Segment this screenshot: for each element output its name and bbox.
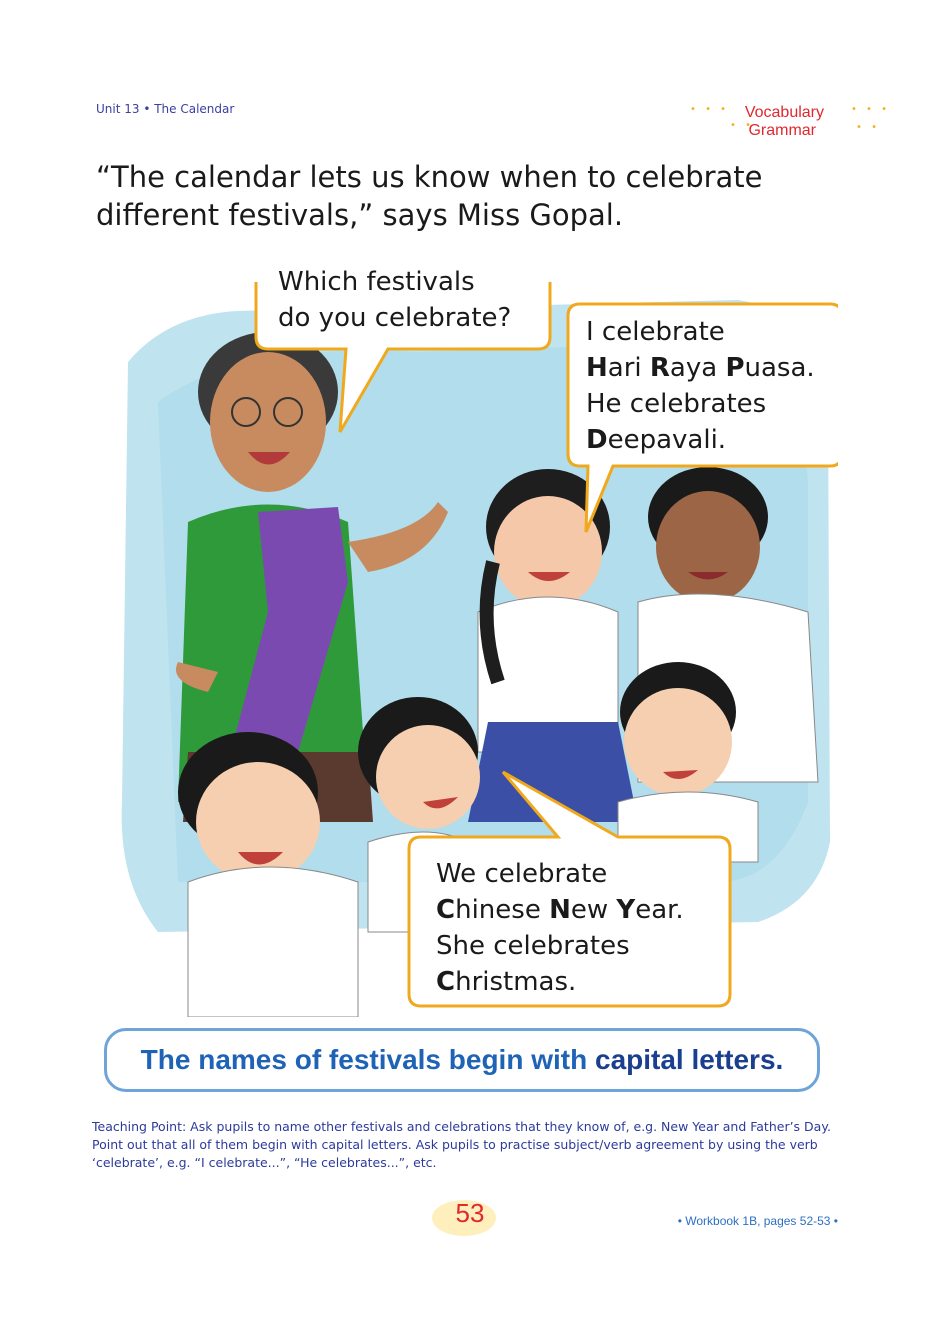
intro-line-1: “The calendar lets us know when to celebrate — [96, 160, 763, 194]
page-number: 53 — [455, 1198, 485, 1228]
teacher-speech-line: Which festivals — [278, 267, 475, 297]
girl-speech-line: Deepavali. — [586, 425, 727, 455]
children-speech-line: She celebrates — [436, 931, 630, 961]
intro-text — [96, 158, 856, 234]
decor-dots: • • • — [850, 104, 890, 115]
intro-line-2: different festivals,” says Miss Gopal. — [96, 198, 624, 232]
teacher-speech-line: do you celebrate? — [278, 303, 512, 333]
decor-dots: • • — [730, 120, 754, 131]
children-speech-line: Christmas. — [436, 967, 577, 997]
girl-speech-line: I celebrate — [586, 317, 725, 347]
unit-title: Unit 13 • The Calendar — [96, 102, 235, 116]
girl-speech-line: He celebrates — [586, 389, 767, 419]
children-speech-line: Chinese New Year. — [436, 895, 684, 925]
children-speech-line: We celebrate — [436, 859, 608, 889]
grammar-rule-emphasis: capital letters. — [595, 1044, 784, 1075]
grammar-rule-text: The names of festivals begin with capital letters. — [140, 1044, 784, 1075]
tag-vocabulary: Vocabulary — [744, 104, 824, 121]
girl-speech-line: Hari Raya Puasa. — [586, 353, 815, 383]
teacher-speech — [278, 264, 511, 336]
workbook-reference: • Workbook 1B, pages 52-53 • — [677, 1214, 838, 1228]
decor-dots: • • — [856, 122, 880, 133]
teaching-point: Teaching Point: Ask pupils to name other festivals and celebrations that they know of, e.g. New Year and Father’s Day. Point out that all of them begin with capital letters. Ask pupils to practise subject/verb agreement by using the verb ‘celebrate’, e.g. “I celebrate...”, “He celebrates...”, etc. — [92, 1119, 831, 1170]
decor-dots: • • • — [690, 104, 730, 115]
grammar-rule-box — [104, 1028, 820, 1092]
tag-grammar: Grammar — [748, 122, 816, 139]
girl-speech — [586, 314, 815, 458]
section-tag — [690, 104, 890, 144]
children-speech — [436, 856, 684, 1000]
